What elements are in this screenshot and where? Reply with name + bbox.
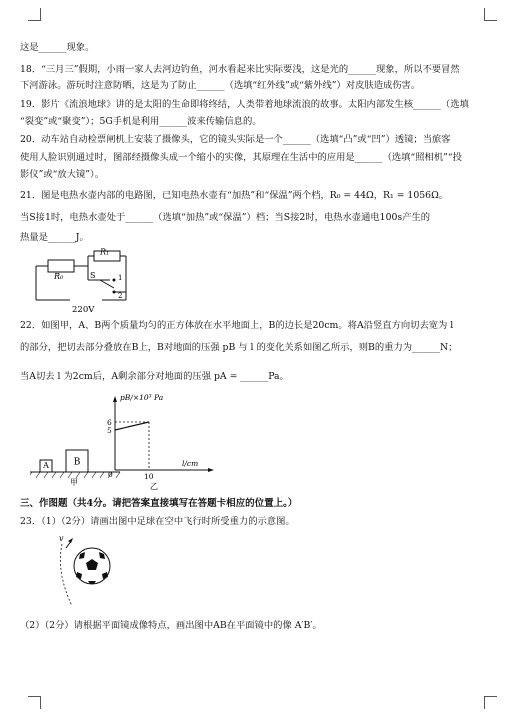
r1-label: R₁ xyxy=(100,248,110,257)
figure-jia-label: 甲 xyxy=(70,478,78,486)
series-line xyxy=(115,422,149,430)
question-22-line-1: 22．如图甲，A、B两个质量均匀的正方体放在水平地面上，B的边长是20cm。将A沿竖直方向切去宽为 l xyxy=(20,320,454,331)
question-23-part-2: （2）（2分）请根据平面镜成像特点，画出图中AB在平面镜中的像 A′B′。 xyxy=(20,620,322,631)
x-tick-label: 10 xyxy=(144,472,154,481)
question-23-part-1: 23．（1）（2分）请画出图中足球在空中飞行时所受重力的示意图。 xyxy=(20,516,295,527)
question-19-line-1: 19．影片《流浪地球》讲的是太阳的生命即将终结，人类带着地球流浪的故事。太阳内部发生核______（选填 xyxy=(20,99,469,110)
origin-label: 0 xyxy=(108,470,113,479)
question-21-line-3: 热量是______J。 xyxy=(20,232,89,243)
voltage-label: 220V xyxy=(72,305,95,315)
question-20-line-2: 使用人脸识别通过时，图部经摄像头成一个缩小的实像，其原理在生活中的应用是______（选填“照相机”“投 xyxy=(20,152,462,163)
question-20-line-1: 20．动车站自动检票闸机上安装了摄像头，它的镜头实际是一个______（选填“凸”或“凹”）透镜；当旅客 xyxy=(20,134,451,145)
question-21-line-1: 21．图是电热水壶内部的电路图，已知电热水壶有“加热”和“保温”两个档，R₀ = 44Ω，R₁ = 1056Ω。 xyxy=(20,190,449,201)
section-3-heading: 三、作图题（共4分。请把答案直接填写在答题卡相应的位置上。） xyxy=(20,498,298,509)
velocity-label: v xyxy=(59,534,64,543)
corner-mark-bottom-left xyxy=(28,696,41,709)
question-19-line-2: “裂变”或“聚变”）；5G手机是利用______波来传输信息的。 xyxy=(20,116,262,127)
switch-pos-1: 1 xyxy=(118,274,123,282)
switch-pos-2: 2 xyxy=(118,292,123,300)
switch-s xyxy=(100,280,114,288)
figure-yi-label: 乙 xyxy=(150,482,158,491)
corner-mark-top-right xyxy=(484,8,497,21)
r0-label: R₀ xyxy=(54,272,64,281)
y-axis-label: pB/×10³ Pa xyxy=(120,393,164,402)
question-18-line-1: 18．“三月三”假期，小雨一家人去河边钓鱼，河水看起来比实际要浅，这是光的______现象，所以不要冒然 xyxy=(20,64,460,75)
y-tick-label: 5 xyxy=(107,426,112,435)
question-22-line-3: 当A切去 l 为2cm后，A剩余部分对地面的压强 pA = ______Pa。 xyxy=(20,371,289,382)
block-a-label: A xyxy=(43,461,49,470)
question-22-line-2: 的部分，把切去部分叠放在B上，B对地面的压强 pB 与 l 的变化关系如图乙所示，则B的重力为______N； xyxy=(20,342,458,353)
question-21-line-2: 当S接1时，电热水壶处于______（选填“加热”或“保温”）档；当S接2时，电热水壶通电100s产生的 xyxy=(20,212,431,223)
block-b-label: B xyxy=(73,457,81,468)
circuit-diagram xyxy=(30,248,140,316)
x-axis-label: l/cm xyxy=(182,459,199,468)
soccer-ball-icon xyxy=(74,548,110,584)
question-18-line-2: 下河游泳。游玩时注意防晒，这是为了防止______（选填“红外线”或“紫外线”）对皮肤造成伤害。 xyxy=(20,80,421,91)
figure-yi-graph xyxy=(100,392,220,492)
corner-mark-top-left xyxy=(28,8,41,21)
corner-mark-bottom-right xyxy=(484,696,497,709)
switch-label: S xyxy=(90,271,96,280)
question-20-line-3: 影仪”或“放大镜”）。 xyxy=(20,169,104,180)
trajectory-path xyxy=(60,544,72,606)
y-tick-label: 6 xyxy=(107,418,112,427)
soccer-ball-figure xyxy=(50,532,130,612)
resistor-r0 xyxy=(48,260,74,272)
text-line-1: 这是______现象。 xyxy=(20,42,95,53)
